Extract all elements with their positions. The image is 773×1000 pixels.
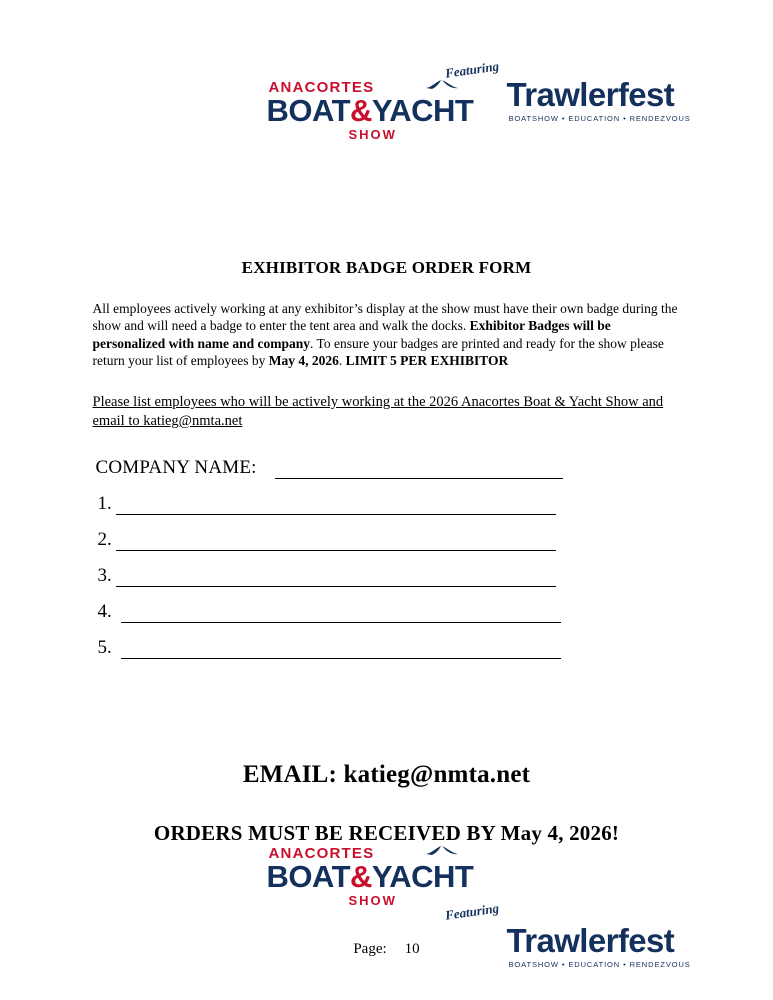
employee-name-input-4[interactable] — [121, 607, 561, 623]
entry-number: 4. — [97, 601, 112, 623]
company-name-label: COMPANY NAME: — [95, 457, 257, 479]
logo-ampersand: & — [350, 93, 372, 128]
list-item — [93, 493, 681, 515]
list-instruction: Please list employees who will be actively working at the 2026 Anacortes Boat & Yacht Show and email to katieg@nmta.net — [92, 394, 664, 430]
logo-boat-text: BOAT — [266, 93, 351, 128]
document-body — [93, 300, 681, 846]
list-item — [93, 601, 681, 623]
featuring-label: Featuring — [443, 58, 500, 81]
logo-ampersand: & — [350, 859, 372, 895]
page-number: 10 — [404, 941, 420, 957]
trawlerfest-tagline: BOATSHOW • EDUCATION • RENDEZVOUS — [508, 114, 691, 123]
page-label: Page: — [353, 941, 387, 957]
intro-paragraph-part1: All employees actively working at any exhibitor’s display at the show must have their own badge during the show and will need a badge to enter the tent area and walk the docks. — [92, 301, 678, 334]
list-item — [93, 529, 681, 551]
company-name-row — [93, 457, 681, 479]
footer-logo-group — [177, 845, 691, 996]
trawlerfest-tagline: BOATSHOW • EDUCATION • RENDEZVOUS — [508, 960, 691, 970]
logo-yacht-text: YACHT — [371, 93, 474, 128]
logo-yacht-text: YACHT — [371, 859, 474, 895]
seagull-icon — [425, 844, 459, 858]
entry-number: 1. — [97, 493, 112, 515]
employee-name-input-3[interactable] — [116, 571, 556, 587]
logo-show-text: SHOW — [348, 126, 397, 142]
entry-number: 5. — [97, 637, 112, 659]
employee-name-input-2[interactable] — [116, 535, 556, 551]
logo-anacortes-text: ANACORTES — [268, 845, 375, 863]
logo-boat-text: BOAT — [266, 859, 351, 895]
logo-show-text: SHOW — [348, 892, 397, 908]
intro-paragraph-part3: . — [338, 352, 346, 368]
boat-yacht-show-logo — [266, 79, 474, 142]
list-item — [93, 565, 681, 587]
logo-anacortes-text: ANACORTES — [268, 79, 375, 96]
entry-number: 3. — [97, 565, 112, 587]
intro-paragraph-bold3: LIMIT 5 PER EXHIBITOR — [345, 352, 509, 368]
intro-paragraph-part2: . To ensure your badges are printed and ready for the show please return your list of employees by — [92, 335, 664, 368]
company-name-input[interactable] — [275, 461, 563, 479]
deadline-callout: ORDERS MUST BE RECEIVED BY May 4, 2026! — [153, 821, 620, 846]
intro-paragraph-bold2: May 4, 2026 — [268, 352, 339, 368]
page-footer — [0, 941, 773, 958]
employee-name-input-1[interactable] — [116, 499, 556, 515]
intro-paragraph-bold1: Exhibitor Badges will be personalized with name and company — [92, 318, 611, 351]
featuring-label: Featuring — [443, 900, 500, 924]
entry-number: 2. — [97, 529, 112, 551]
logo-boat-yacht-text — [266, 93, 474, 128]
intro-paragraph — [93, 300, 681, 369]
page-title: EXHIBITOR BADGE ORDER FORM — [241, 258, 532, 277]
trawlerfest-logo — [507, 78, 737, 123]
logo-boat-yacht-text — [266, 859, 474, 895]
boat-yacht-show-logo-footer — [266, 845, 474, 908]
employee-name-input-5[interactable] — [121, 643, 561, 659]
trawlerfest-wordmark: Trawlerfest — [506, 76, 675, 113]
header-logo-group — [177, 0, 691, 230]
trawlerfest-wordmark: Trawlerfest — [506, 922, 675, 960]
email-callout: EMAIL: katieg@nmta.net — [242, 761, 531, 789]
list-item — [93, 637, 681, 659]
